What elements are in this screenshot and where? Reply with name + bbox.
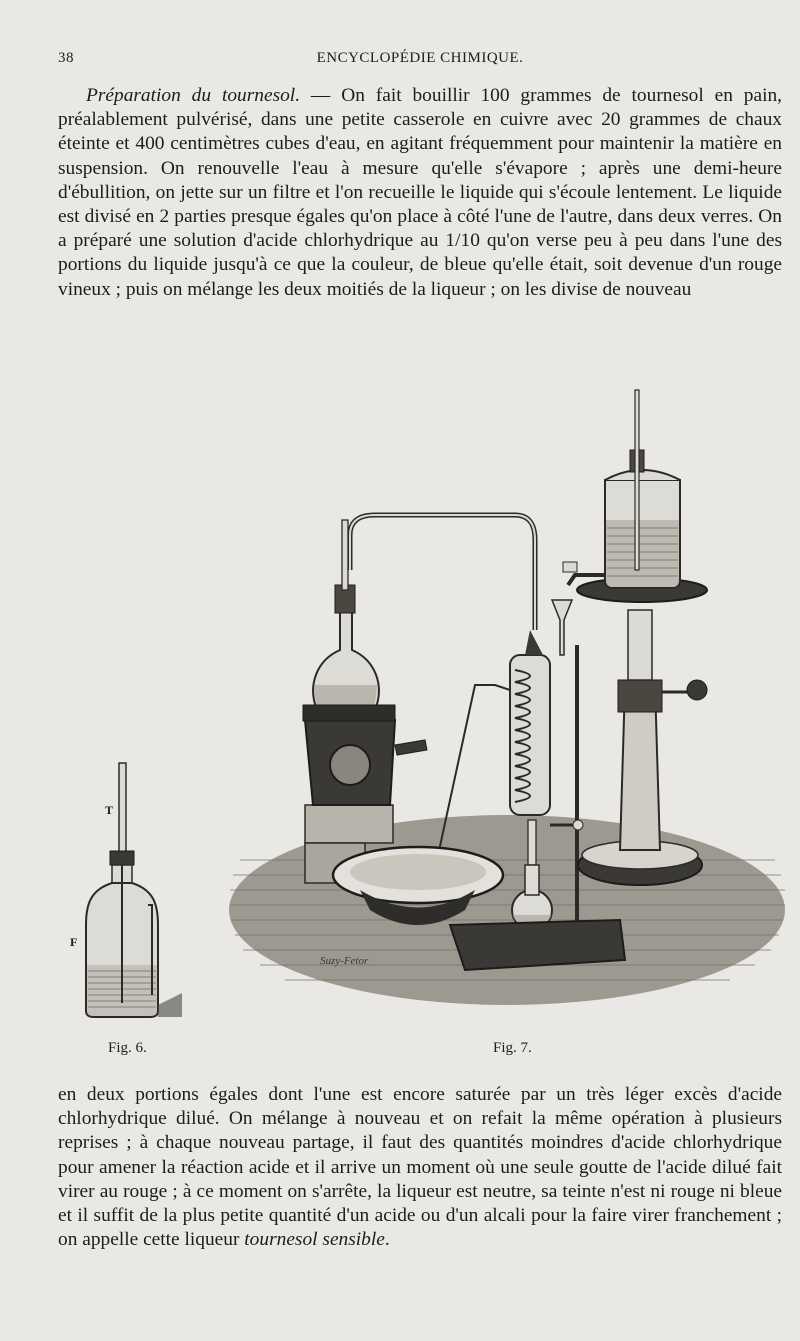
figure-6-flask — [70, 755, 200, 1025]
paragraph-body: en deux portions égales dont l'une est encore saturée par un très léger excès d'acide chlorhydrique dilué. On mélange à nouveau et on refait la même opération à plusieurs reprises ; à chaque nouveau partage, il faut des quantités moindres d'acide chlorhydrique pour amener la réaction acide et il arrive un moment où une seule goutte de l'acide dilué fait virer au rouge ; à ce moment on s'arrête, la liqueur est neutre, sa teinte n'est ni rouge ni bleue et il suffit de la plus petite quantité d'un acide ou d'un alcali pour la faire virer franchement ; on appelle cette liqueur — [58, 1084, 782, 1251]
paragraph-body: — On fait bouillir 100 grammes de tournesol en pain, préalablement pulvérisé, dans une petite casserole en cuivre avec 20 grammes de chaux éteinte et 400 centimètres cubes d'eau, en agitant fréquemment pour maintenir la matière en suspension. On renouvelle l'eau à mesure qu'elle s'évapore ; après une demi-heure d'ébullition, on jette sur un filtre et l'on recueille le liquide qui s'écoule lentement. Le liquide est divisé en 2 parties presque égales qu'on place à côté l'une de l'autre, dans deux verres. On a préparé une solution d'acide chlorhydrique au 1/10 qu'on verse peu à peu dans l'une des portions du liquide jusqu'à ce que la couleur, de bleue qu'elle était, soit devenue d'un rouge vineux ; puis on mélange les deux moitiés de la liqueur ; on les divise de nouveau — [58, 85, 782, 300]
label-t: T — [105, 803, 114, 817]
term-tournesol-sensible: tournesol sensible — [244, 1229, 385, 1251]
label-f: F — [70, 935, 78, 949]
paragraph-continuation — [58, 1083, 782, 1252]
page-number: 38 — [58, 50, 74, 66]
caption-fig-7: Fig. 7. — [493, 1040, 532, 1056]
running-title: ENCYCLOPÉDIE CHIMIQUE. — [316, 50, 524, 66]
figure-7-apparatus — [225, 380, 790, 1020]
engraver-signature: Suzy-Fetor — [320, 955, 369, 967]
paragraph-preparation — [58, 84, 782, 302]
paragraph-heading: Préparation du tournesol. — [86, 85, 301, 106]
paragraph-end-punct: . — [384, 1229, 390, 1251]
running-header — [58, 50, 782, 72]
caption-fig-6: Fig. 6. — [108, 1040, 147, 1056]
